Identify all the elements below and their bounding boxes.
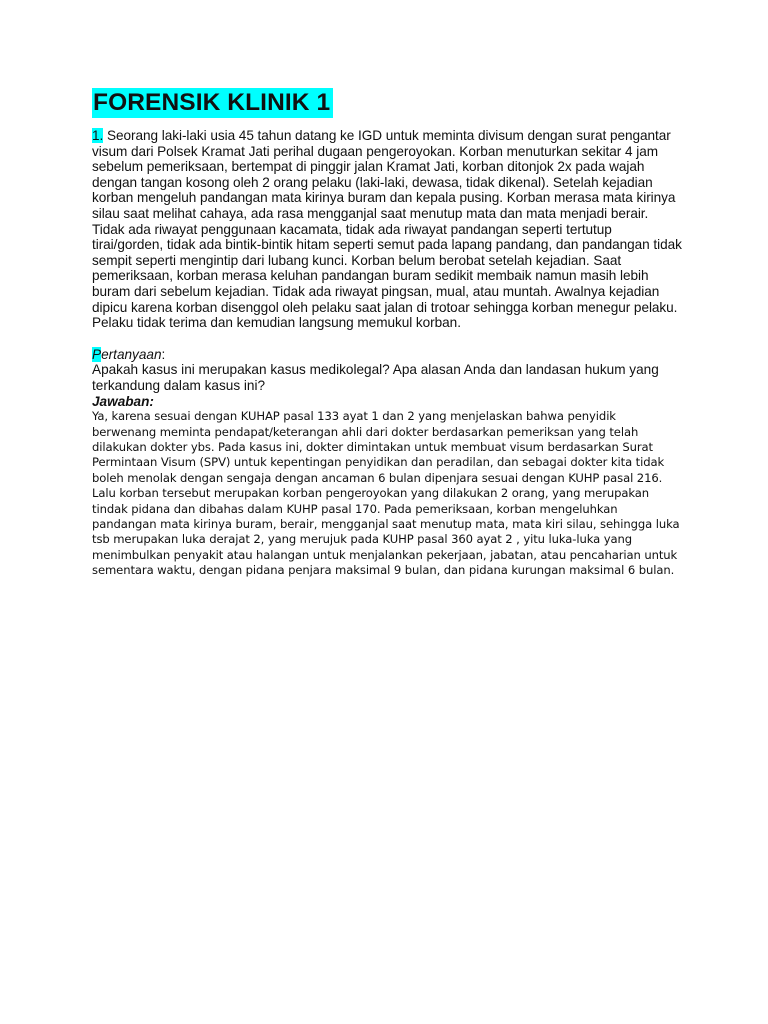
document-title: FORENSIK KLINIK 1 [92, 88, 333, 118]
question-label-rest: ertanyaan [101, 346, 162, 362]
answer-text: Ya, karena sesuai dengan KUHAP pasal 133 ayat 1 dan 2 yang menjelaskan bahwa penyidik berwenang meminta pendapat/keterangan ahli dari dokter berdasarkan pemeriksan yang telah dilakukan dokter ybs. Pada kasus ini, dokter dimintakan untuk membuat visum berdasarkan Surat Permintaan Visum (SPV) untuk kepentingan penyidikan dan peradilan, dan sebagai dokter kita tidak boleh menolak dengan sengaja dengan ancaman 6 bulan dipenjara sesuai dengan KUHP pasal 216. Lalu korban tersebut merupakan korban pengeroyokan yang dilakukan 2 orang, yang merupakan tindak pidana dan dibahas dalam KUHP pasal 170. Pada pemeriksaan, korban mengeluhkan pandangan mata kirinya buram, berair, mengganjal saat menutup mata, mata kiri silau, sehingga luka tsb merupakan luka derajat 2, yang merujuk pada KUHP pasal 360 ayat 2 , yitu luka-luka yang menimbulkan penyakit atau halangan untuk menjalankan pekerjaan, jabatan, atau pencaharian untuk sementara waktu, dengan pidana penjara maksimal 9 bulan, dan pidana kurungan maksimal 6 bulan. [92, 409, 680, 578]
document-page [92, 88, 682, 579]
case-paragraph [92, 128, 682, 331]
answer-label: Jawaban: [92, 393, 154, 409]
question-text: Apakah kasus ini merupakan kasus medikolegal? Apa alasan Anda dan landasan hukum yang terkandung dalam kasus ini? [92, 362, 659, 393]
case-text: Seorang laki-laki usia 45 tahun datang ke IGD untuk meminta divisum dengan surat pengantar visum dari Polsek Kramat Jati perihal dugaan pengeroyokan. Korban menuturkan sekitar 4 jam sebelum pemeriksaan, bertempat di pinggir jalan Kramat Jati, korban ditonjok 2x pada wajah dengan tangan kosong oleh 2 orang pelaku (laki-laki, dewasa, tidak dikenal). Setelah kejadian korban mengeluh pandangan mata kirinya buram dan kepala pusing. Korban merasa mata kirinya silau saat melihat cahaya, ada rasa mengganjal saat menutup mata dan mata menjadi berair. Tidak ada riwayat penggunaan kacamata, tidak ada riwayat pandangan seperti tertutup tirai/gorden, tidak ada bintik-bintik hitam seperti semut pada lapang pandang, dan pandangan tidak sempit seperti mengintip dari lubang kunci. Korban belum berobat setelah kejadian. Saat pemeriksaan, korban merasa keluhan pandangan buram sedikit membaik namun masih lebih buram dari sebelum kejadian. Tidak ada riwayat pingsan, mual, atau muntah. Awalnya kejadian dipicu karena korban disenggol oleh pelaku saat jalan di trotoar sehingga korban menegur pelaku. Pelaku tidak terima dan kemudian langsung memukul korban. [92, 128, 682, 331]
case-number: 1. [92, 128, 104, 143]
question-label [92, 347, 682, 363]
section-spacer [92, 331, 682, 347]
question-label-initial: P [92, 346, 102, 362]
question-label-colon: : [161, 346, 166, 362]
